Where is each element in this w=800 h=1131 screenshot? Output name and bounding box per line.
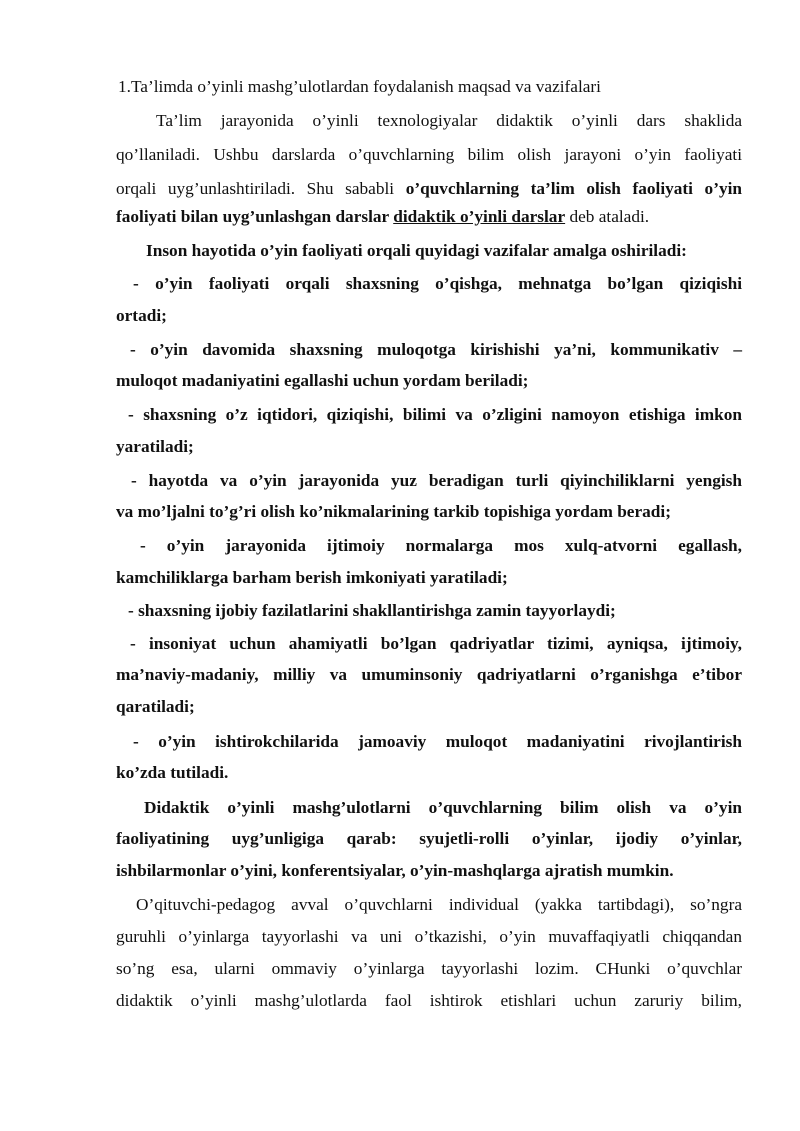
list-item-7-line-3: qaratiladi; [116, 697, 195, 716]
intro-line-4-bold: faoliyati bilan uyg’unlashgan darslar [116, 207, 394, 226]
closing-line-1: O’qituvchi-pedagog avval o’quvchlarni individual (yakka tartibdagi), so’ngra [136, 895, 742, 914]
list-item-8-line-2: ko’zda tutiladi. [116, 763, 229, 782]
intro-line-4 [116, 206, 742, 228]
intro-line-3-bold: o’quvchlarning ta’lim olish faoliyati o’yin [405, 179, 742, 198]
list-item-3-line-1: - shaxsning o’z iqtidori, qiziqishi, bilimi va o’zligini namoyon etishiga imkon [128, 405, 742, 424]
functions-heading: Inson hayotida o’yin faoliyati orqali quyidagi vazifalar amalga oshiriladi: [146, 241, 687, 260]
didactic-term: didaktik o’yinli darslar [393, 207, 566, 226]
list-item-1-line-2: ortadi; [116, 306, 167, 325]
classification-line-2: faoliyatining uyg’unligiga qarab: syujetli-rolli o’yinlar, ijodiy o’yinlar, [116, 829, 742, 848]
intro-line-3 [116, 178, 742, 200]
list-item-1-line-1: - o’yin faoliyati orqali shaxsning o’qishga, mehnatga bo’lgan qiziqishi [133, 274, 742, 293]
list-item-4-line-1: - hayotda va o’yin jarayonida yuz beradigan turli qiyinchiliklarni yengish [131, 471, 742, 490]
closing-line-4: didaktik o’yinli mashg’ulotlarda faol ishtirok etishlari uchun zaruriy bilim, [116, 991, 742, 1010]
classification-line-3: ishbilarmonlar o’yini, konferentsiyalar, o’yin-mashqlarga ajratish mumkin. [116, 861, 674, 880]
section-heading: 1.Ta’limda o’yinli mashg’ulotlardan foydalanish maqsad va vazifalari [118, 77, 601, 96]
intro-line-2: qo’llaniladi. Ushbu darslarda o’quvchlarning bilim olish jarayoni o’yin faoliyati [116, 145, 742, 164]
list-item-4-line-2: va mo’ljalni to’g’ri olish ko’nikmalarining tarkib topishiga yordam beradi; [116, 502, 671, 521]
closing-line-3: so’ng esa, ularni ommaviy o’yinlarga tayyorlashi lozim. CHunki o’quvchlar [116, 959, 742, 978]
list-item-5-line-2: kamchiliklarga barham berish imkoniyati yaratiladi; [116, 568, 508, 587]
classification-line-1: Didaktik o’yinli mashg’ulotlarni o’quvchlarning bilim olish va o’yin [144, 798, 742, 817]
list-item-2-line-1: - o’yin davomida shaxsning muloqotga kirishishi ya’ni, kommunikativ – [130, 340, 742, 359]
list-item-6-line-1: - shaxsning ijobiy fazilatlarini shakllantirishga zamin tayyorlaydi; [128, 601, 616, 620]
list-item-3-line-2: yaratiladi; [116, 437, 194, 456]
list-item-8-line-1: - o’yin ishtirokchilarida jamoaviy muloqot madaniyatini rivojlantirish [133, 732, 742, 751]
list-item-7-line-2: ma’naviy-madaniy, milliy va umuminsoniy qadriyatlarni o’rganishga e’tibor [116, 665, 742, 684]
list-item-5-line-1: - o’yin jarayonida ijtimoiy normalarga mos xulq-atvorni egallash, [140, 536, 742, 555]
intro-line-3-text: orqali uyg’unlashtiriladi. Shu sababli [116, 179, 406, 198]
list-item-2-line-2: muloqot madaniyatini egallashi uchun yordam beriladi; [116, 371, 529, 390]
intro-line-1: Ta’lim jarayonida o’yinli texnologiyalar didaktik o’yinli dars shaklida [156, 111, 742, 130]
intro-line-4-end: deb ataladi. [565, 207, 650, 226]
closing-line-2: guruhli o’yinlarga tayyorlashi va uni o’tkazishi, o’yin muvaffaqiyatli chiqqandan [116, 927, 742, 946]
list-item-7-line-1: - insoniyat uchun ahamiyatli bo’lgan qadriyatlar tizimi, ayniqsa, ijtimoiy, [130, 634, 742, 653]
